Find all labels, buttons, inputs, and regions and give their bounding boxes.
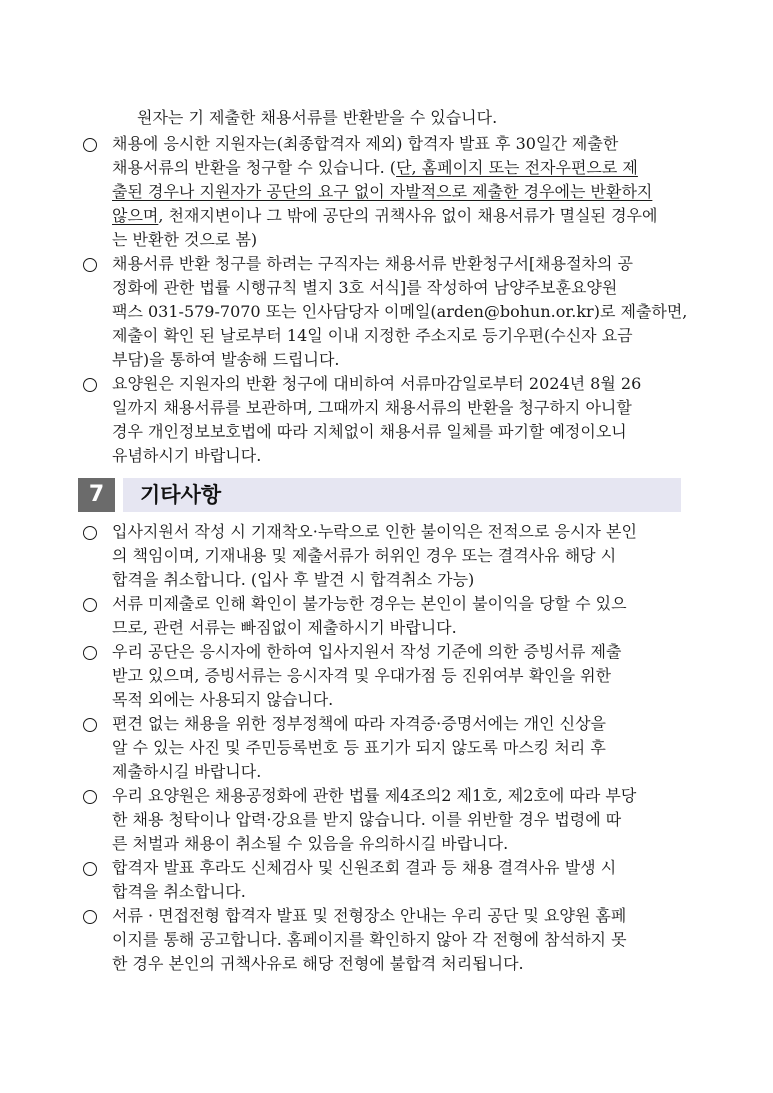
paragraph-line [112,204,657,228]
paragraph-line: 한 경우 본인의 귀책사유로 해당 전형에 불합격 처리됩니다. [112,954,524,973]
section-header [78,478,681,512]
paragraph-line: 서류 · 면접전형 합격자 발표 및 전형장소 안내는 우리 공단 및 요양원 홈페 [112,906,627,925]
paragraph-line: 정화에 관한 법률 시행규칙 별지 3호 서식]를 작성하여 남양주보훈요양원 [112,278,618,297]
paragraph-line: 부담)을 통하여 발송해 드립니다. [112,350,340,369]
paragraph-line: 유념하시기 바랍니다. [112,446,262,465]
paragraph-line: 채용에 응시한 지원자는(최종합격자 제외) 합격자 발표 후 30일간 제출한 [112,134,619,153]
paragraph-line: 서류 미제출로 인해 확인이 불가능한 경우는 본인이 불이익을 당할 수 있으 [112,594,627,613]
paragraph-line: 제출하시길 바랍니다. [112,762,262,781]
section-title: 기타사항 [140,483,222,507]
paragraph-line: 므로, 관련 서류는 빠짐없이 제출하시기 바랍니다. [112,618,457,637]
underlined-line: 출된 경우나 지원자가 공단의 요구 없이 자발적으로 제출한 경우에는 반환하지 [112,182,653,201]
paragraph-line: 우리 요양원은 채용공정화에 관한 법률 제4조의2 제1호, 제2호에 따라 부당 [112,786,637,805]
paragraph-line: 채용서류 반환 청구를 하려는 구직자는 채용서류 반환청구서[채용절차의 공 [112,254,633,273]
circle-bullet-icon [83,598,97,612]
underlined-text: 않으며 [112,206,159,225]
underlined-text: 단, 홈페이지 또는 전자우편으로 제 [396,158,638,177]
paragraph-line: 원자는 기 제출한 채용서류를 반환받을 수 있습니다. [137,108,498,127]
paragraph-line: 경우 개인정보보호법에 따라 지체없이 채용서류 일체를 파기할 예정이오니 [112,422,627,441]
paragraph-line: 일까지 채용서류를 보관하며, 그때까지 채용서류의 반환을 청구하지 아니할 [112,398,632,417]
paragraph-line: 합격자 발표 후라도 신체검사 및 신원조회 결과 등 채용 결격사유 발생 시 [112,858,617,877]
paragraph-line: 합격을 취소합니다. [112,882,246,901]
paragraph-line: 합격을 취소합니다. (입사 후 발견 시 합격취소 가능) [112,570,475,589]
circle-bullet-icon [83,526,97,540]
circle-bullet-icon [83,646,97,660]
paragraph-line: 요양원은 지원자의 반환 청구에 대비하여 서류마감일로부터 2024년 8월 26 [112,374,642,393]
text-span: , 천재지변이나 그 밖에 공단의 귀책사유 없이 채용서류가 멸실된 경우에 [158,206,658,225]
paragraph-line: 입사지원서 작성 시 기재착오·누락으로 인한 불이익은 전적으로 응시자 본인 [112,522,637,541]
circle-bullet-icon [83,718,97,732]
paragraph-line: 한 채용 청탁이나 압력·강요를 받지 않습니다. 이를 위반할 경우 법령에 따 [112,810,622,829]
paragraph-line: 는 반환한 것으로 봄) [112,230,258,249]
circle-bullet-icon [83,910,97,924]
circle-bullet-icon [83,790,97,804]
paragraph-line: 팩스 031-579-7070 또는 인사담당자 이메일(arden@bohun.or.kr)로 제출하면, [112,302,688,321]
paragraph-line: 알 수 있는 사진 및 주민등록번호 등 표기가 되지 않도록 마스킹 처리 후 [112,738,606,757]
paragraph-line: 편견 없는 채용을 위한 정부정책에 따라 자격증·증명서에는 개인 신상을 [112,714,606,733]
circle-bullet-icon [83,862,97,876]
circle-bullet-icon [83,258,97,272]
text-span: 채용서류의 반환을 청구할 수 있습니다. ( [112,158,397,177]
paragraph-line [112,156,638,180]
paragraph-line: 받고 있으며, 증빙서류는 응시자격 및 우대가점 등 진위여부 확인을 위한 [112,666,612,685]
paragraph-line: 목적 외에는 사용되지 않습니다. [112,690,334,709]
circle-bullet-icon [83,138,97,152]
paragraph-line: 제출이 확인 된 날로부터 14일 이내 지정한 주소지로 등기우편(수신자 요금 [112,326,633,345]
circle-bullet-icon [83,378,97,392]
paragraph-line: 른 처벌과 채용이 취소될 수 있음을 유의하시길 바랍니다. [112,834,509,853]
paragraph-line: 우리 공단은 응시자에 한하여 입사지원서 작성 기준에 의한 증빙서류 제출 [112,642,622,661]
paragraph-line: 의 책임이며, 기재내용 및 제출서류가 허위인 경우 또는 결격사유 해당 시 [112,546,617,565]
section-number: 7 [78,478,115,512]
paragraph-line: 이지를 통해 공고합니다. 홈페이지를 확인하지 않아 각 전형에 참석하지 못 [112,930,627,949]
